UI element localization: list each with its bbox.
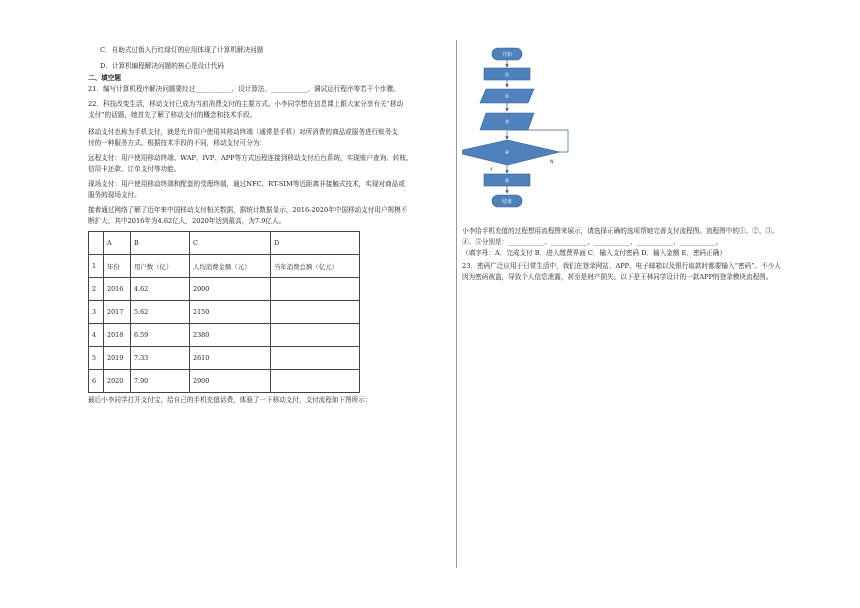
table-row xyxy=(89,232,360,255)
paragraph-remote-1: 远程支付：用户使用移动终端、WAP、IVP、APP等方式远程连接到移动支付后台系统，实现账户查询、转账、 xyxy=(88,154,413,162)
flowchart-no-label: N xyxy=(550,160,554,165)
table-cell: 7.33 xyxy=(131,347,190,370)
option-c: C．自助式过街人行红绿灯的应用体现了计算机解决问题 xyxy=(100,46,264,54)
flowchart-step3-label: ③ xyxy=(504,119,510,126)
flowchart-question-line1: 小李给手机充值的过程想用流程图来展示，请选择正确的选项帮她完善支付流程图。流程图中的①、②、③、 xyxy=(462,227,779,235)
paragraph-after-table: 最后小李同学打开支付宝，给自己的手机充值话费，体验了一下移动支付，支付流程如下图所示： xyxy=(88,396,372,404)
flowchart-step1-label: ① xyxy=(504,72,510,79)
table-cell: 7.90 xyxy=(131,370,190,393)
table-cell xyxy=(89,232,104,255)
table-cell: 5.62 xyxy=(131,301,190,324)
flowchart xyxy=(462,40,822,220)
table-row xyxy=(89,370,360,393)
paragraph-definition-1: 移动支付也称为手机支付，就是允许用户使用其移动终端（通常是手机）对所消费的商品或服务进行账务支 xyxy=(88,128,398,136)
table-cell: 年份 xyxy=(104,255,131,278)
table-cell xyxy=(271,347,360,370)
table-cell: A xyxy=(104,232,131,255)
table-cell: 1 xyxy=(89,255,104,278)
table-cell: 用户数（亿） xyxy=(131,255,190,278)
table-row xyxy=(89,278,360,301)
table-cell xyxy=(271,370,360,393)
table-row xyxy=(89,255,360,278)
question-23-line1: 23．密码广泛应用于日常生活中，我们在登录网站、APP、电子邮箱以及银行取款时都要输入“密码”。不少人 xyxy=(462,262,781,270)
flowchart-step4-decision xyxy=(462,140,560,173)
paragraph-stats-1: 接着通过网络了解了近年来中国移动支付相关数据，据统计数据显示，2016-2020年中国移动支付用户规模不 xyxy=(88,206,408,214)
option-d: D．计算机编程解决问题的核心是设计代码 xyxy=(100,62,224,70)
table-cell: 2019 xyxy=(104,347,131,370)
flowchart-step1 xyxy=(484,68,530,80)
column-divider xyxy=(456,40,457,568)
table-cell xyxy=(271,301,360,324)
flowchart-step5-label: ⑤ xyxy=(504,178,510,185)
flowchart-svg xyxy=(462,40,822,220)
table-cell: 6.59 xyxy=(131,324,190,347)
table-cell: 4 xyxy=(89,324,104,347)
table-cell: 当年消费总额（亿元） xyxy=(271,255,360,278)
table-cell: 5 xyxy=(89,347,104,370)
flowchart-step5 xyxy=(484,174,530,186)
table-cell: 人均消费金额（元） xyxy=(190,255,271,278)
paragraph-onsite-2: 服务的现场支付。 xyxy=(88,191,141,199)
flowchart-start-label: 开始 xyxy=(501,52,513,58)
table-cell: D xyxy=(271,232,360,255)
paragraph-remote-2: 信用卡还款、订单支付等功能。 xyxy=(88,165,181,173)
table-cell xyxy=(271,278,360,301)
table-cell: 6 xyxy=(89,370,104,393)
table-cell: 2 xyxy=(89,278,104,301)
flowchart-end xyxy=(492,195,522,207)
table-cell: 3 xyxy=(89,301,104,324)
paragraph-stats-2: 断扩大，其中2016年为4.62亿人，2020年达到最高，为7.9亿人。 xyxy=(88,217,286,225)
table-cell xyxy=(271,324,360,347)
flowchart-step3 xyxy=(480,113,534,130)
table-cell: B xyxy=(131,232,190,255)
question-23-line2: 因为密码被盗，导致个人信息泄露，甚至是财产损失。以下是王林同学设计的一款APP的登录模块流程图。 xyxy=(462,273,773,281)
data-table xyxy=(88,231,360,393)
table-cell: 2018 xyxy=(104,324,131,347)
flowchart-step2-label: ② xyxy=(504,94,510,100)
flowchart-yes-label: Y xyxy=(490,168,493,173)
section-heading: 二、填空题 xyxy=(88,74,121,82)
table-cell: C xyxy=(190,232,271,255)
table-cell: 2380 xyxy=(190,324,271,347)
flowchart-step2 xyxy=(480,89,534,103)
table-cell: 2017 xyxy=(104,301,131,324)
table-cell: 2900 xyxy=(190,370,271,393)
flowchart-start xyxy=(492,48,522,60)
flowchart-end-label: 结束 xyxy=(501,199,513,205)
flowchart-step4-label: ④ xyxy=(504,150,510,156)
table-cell: 2000 xyxy=(190,278,271,301)
flowchart-step4-shape xyxy=(462,140,560,165)
paragraph-onsite-1: 现场支付：用户使用移动终端和配套的受理终端，通过NFC、RT-SIM等近距离非接触式技术，实现对商品或 xyxy=(88,180,405,188)
table-cell: 2020 xyxy=(104,370,131,393)
table-cell: 2610 xyxy=(190,347,271,370)
table-row xyxy=(89,324,360,347)
flowchart-question-options: （填字母：A．完成支付 B．进入缴费界面 C．输入支付密码 D．输入金额 E．密码正确） xyxy=(462,249,726,257)
table-cell: 2016 xyxy=(104,278,131,301)
table-row xyxy=(89,347,360,370)
table-row xyxy=(89,301,360,324)
left-column xyxy=(88,40,440,406)
table-cell: 2150 xyxy=(190,301,271,324)
table-cell: 4.62 xyxy=(131,278,190,301)
flowchart-question-line2: ④、⑤分别是：___________、___________、___________、___________、___________。 xyxy=(462,238,723,246)
question-22-line1: 22．科技改变生活，移动支付已成为当前消费支付的主要方式。小李同学想在信息课上跟大家分享有关“移动 xyxy=(88,100,404,108)
question-22-line2: 支付”的话题，她首先了解了移动支付的概念和技术手段。 xyxy=(88,111,257,119)
paragraph-definition-2: 付的一种服务方式。根据技术手段的不同，移动支付可分为： xyxy=(88,139,267,147)
right-column xyxy=(462,40,822,283)
question-21: 21．编写计算机程序解决问题要经过___________、设计算法、___________、调试运行程序等若干个步骤。 xyxy=(88,85,400,93)
